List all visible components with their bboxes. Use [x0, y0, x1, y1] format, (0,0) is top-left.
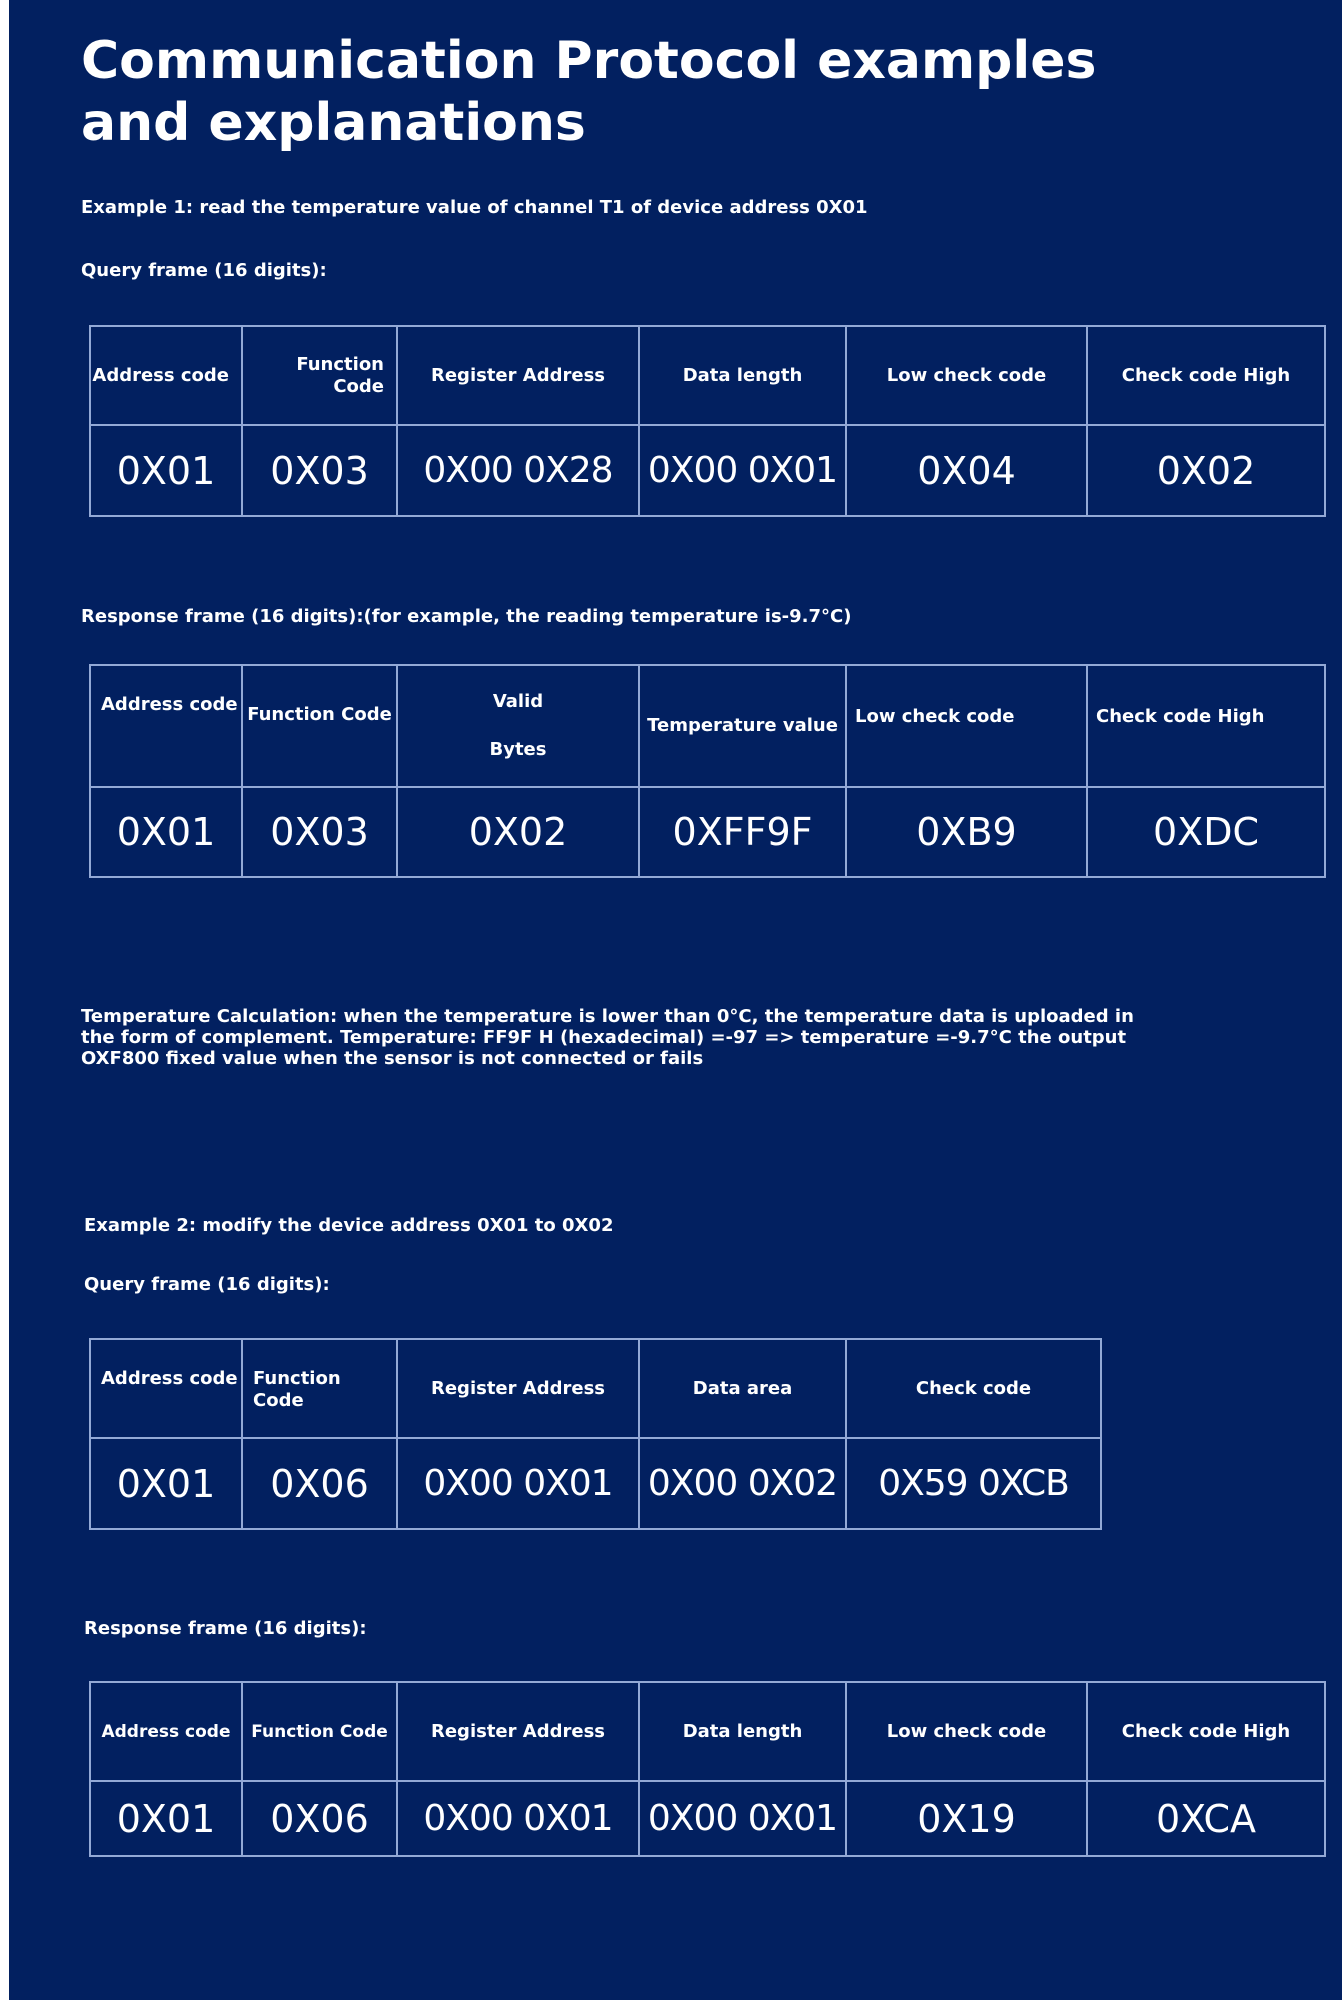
- table-value-row: [90, 425, 1325, 516]
- value-cell: 0X01: [90, 787, 242, 877]
- value-cell: 0XFF9F: [639, 787, 846, 877]
- value-cell: 0X00 0X01: [639, 425, 846, 516]
- table-value-row: [90, 1438, 1101, 1529]
- page-title: Communication Protocol examples and explanations: [81, 31, 1097, 153]
- value-cell: 0X19: [846, 1781, 1087, 1856]
- header-cell: Check code High: [1087, 326, 1325, 425]
- header-cell: Function Code: [242, 326, 397, 425]
- header-cell: Check code High: [1087, 665, 1325, 787]
- example2-heading: Example 2: modify the device address 0X01 to 0X02: [84, 1215, 614, 1236]
- table-value-row: [90, 787, 1325, 877]
- value-cell: 0X01: [90, 1781, 242, 1856]
- value-cell: 0X03: [242, 787, 397, 877]
- table-header-row: [90, 1339, 1101, 1438]
- header-cell: [397, 665, 639, 787]
- value-cell: 0X00 0X28: [397, 425, 639, 516]
- value-cell: 0X02: [1087, 425, 1325, 516]
- example1-response-label: Response frame (16 digits):(for example, the reading temperature is-9.7°C): [81, 606, 852, 627]
- value-cell: 0X00 0X01: [397, 1438, 639, 1529]
- value-cell: 0X00 0X01: [639, 1781, 846, 1856]
- value-cell: 0X06: [242, 1438, 397, 1529]
- value-cell: 0X03: [242, 425, 397, 516]
- header-cell: Check code High: [1087, 1682, 1325, 1781]
- header-cell: Register Address: [397, 1682, 639, 1781]
- header-cell: Check code: [846, 1339, 1101, 1438]
- table-value-row: [90, 1781, 1325, 1856]
- header-cell: Low check code: [846, 1682, 1087, 1781]
- table-header-row: [90, 665, 1325, 787]
- value-cell: 0X59 0XCB: [846, 1438, 1101, 1529]
- value-cell: 0XB9: [846, 787, 1087, 877]
- example2-response-label: Response frame (16 digits):: [84, 1618, 367, 1639]
- header-cell: Temperature value: [639, 665, 846, 787]
- table-header-row: [90, 326, 1325, 425]
- value-cell: 0X02: [397, 787, 639, 877]
- temperature-calculation-text: Temperature Calculation: when the temperature is lower than 0°C, the temperature data is uploaded in the form of complement. Temperature: FF9F H (hexadecimal) =-97 => temperature =-9.7°C the output OXF800 fixed value when the sensor is not connected or fails: [81, 1006, 1134, 1069]
- example1-response-table: [89, 664, 1326, 878]
- header-cell: Register Address: [397, 326, 639, 425]
- value-cell: 0X06: [242, 1781, 397, 1856]
- value-cell: 0X01: [90, 425, 242, 516]
- example1-heading: Example 1: read the temperature value of channel T1 of device address 0X01: [81, 197, 868, 218]
- header-cell: Data area: [639, 1339, 846, 1438]
- header-cell-line: Bytes: [489, 739, 547, 760]
- header-cell: Address code: [90, 1339, 242, 1438]
- header-cell: Address code: [90, 1682, 242, 1781]
- header-cell: Address code: [90, 665, 242, 787]
- example2-query-label: Query frame (16 digits):: [84, 1274, 330, 1295]
- value-cell: 0X00 0X01: [397, 1781, 639, 1856]
- header-cell: Address code: [90, 326, 242, 425]
- header-cell-line: Valid: [492, 691, 544, 712]
- header-cell: Data length: [639, 1682, 846, 1781]
- value-cell: 0XDC: [1087, 787, 1325, 877]
- header-cell: Low check code: [846, 326, 1087, 425]
- value-cell: 0X04: [846, 425, 1087, 516]
- table-header-row: [90, 1682, 1325, 1781]
- value-cell: 0X01: [90, 1438, 242, 1529]
- header-cell: Function Code: [242, 1339, 397, 1438]
- example1-query-table: [89, 325, 1326, 517]
- header-cell: Function Code: [242, 665, 397, 787]
- example2-response-table: [89, 1681, 1326, 1857]
- example2-query-table: [89, 1338, 1102, 1530]
- header-cell: Data length: [639, 326, 846, 425]
- example1-query-label: Query frame (16 digits):: [81, 260, 327, 281]
- header-cell: Register Address: [397, 1339, 639, 1438]
- protocol-page: [9, 0, 1342, 2000]
- value-cell: 0X00 0X02: [639, 1438, 846, 1529]
- header-cell: Low check code: [846, 665, 1087, 787]
- value-cell: 0XCA: [1087, 1781, 1325, 1856]
- header-cell: Function Code: [242, 1682, 397, 1781]
